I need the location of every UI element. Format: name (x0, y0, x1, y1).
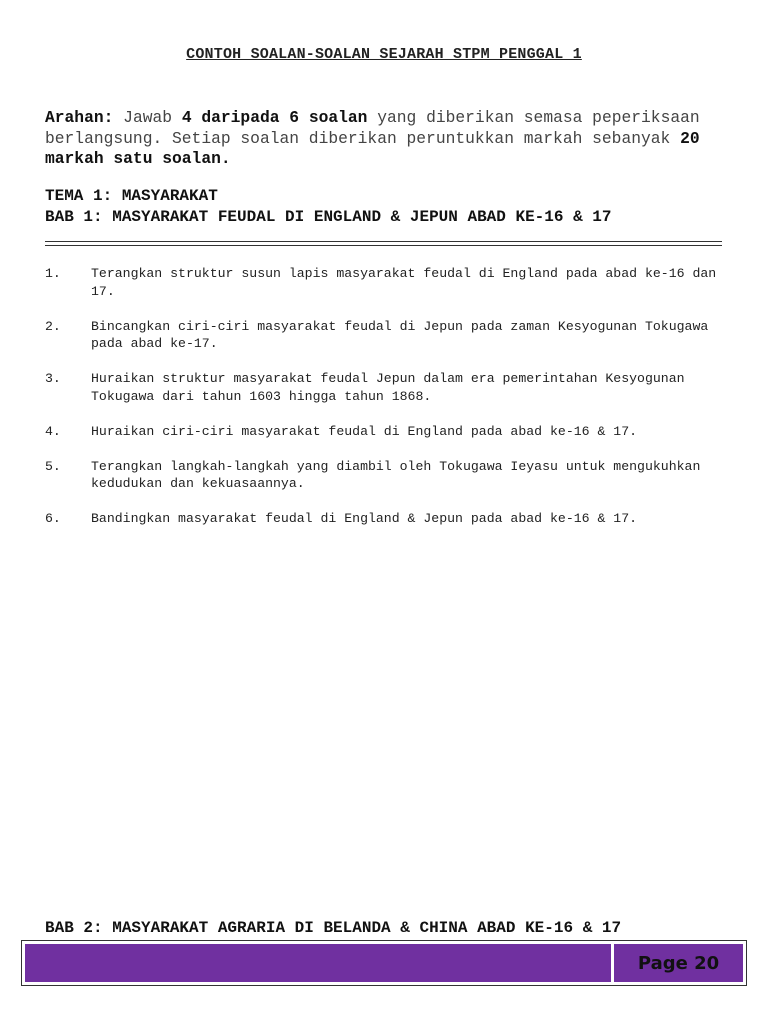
question-item (45, 423, 725, 441)
question-number: 3. (45, 371, 61, 386)
page-number-label: Page 20 (637, 952, 720, 974)
instructions-text-3: . (220, 149, 231, 168)
footer-bar (25, 944, 611, 982)
double-divider (45, 241, 722, 246)
theme-heading: TEMA 1: MASYARAKAT (45, 187, 218, 205)
question-text: Bandingkan masyarakat feudal di England & Jepun pada abad ke-16 & 17. (91, 511, 638, 526)
instructions-bold-1: 4 daripada 6 soalan (181, 108, 368, 127)
question-number: 6. (45, 511, 61, 526)
chapter-1-heading: BAB 1: MASYARAKAT FEUDAL DI ENGLAND & JEPUN ABAD KE-16 & 17 (45, 208, 612, 226)
question-item (45, 510, 725, 528)
question-text: Bincangkan ciri-ciri masyarakat feudal di Jepun pada zaman Kesyogunan Tokugawa pada abad ke-17. (91, 318, 709, 351)
question-text: Huraikan ciri-ciri masyarakat feudal di England pada abad ke-16 & 17. (91, 423, 638, 439)
section-headings (45, 186, 612, 228)
question-item (45, 458, 725, 493)
question-text: Huraikan struktur masyarakat feudal Jepun dalam era pemerintahan Kesyogunan Tokugawa dari tahun 1603 hingga tahun 1868. (91, 371, 685, 404)
instructions-text-2: yang diberikan semasa peperiksaan berlangsung. Setiap soalan diberikan peruntukkan markah sebanyak (45, 108, 700, 148)
instructions-text-1: Jawab (113, 108, 182, 127)
question-item (45, 370, 725, 405)
question-number: 2. (45, 318, 61, 334)
question-number: 5. (45, 458, 61, 474)
instructions-bold-2: 20 markah satu soalan (45, 128, 700, 168)
question-number: 1. (45, 266, 61, 281)
chapter-2-heading: BAB 2: MASYARAKAT AGRARIA DI BELANDA & CHINA ABAD KE-16 & 17 (45, 919, 622, 937)
question-text: Terangkan struktur susun lapis masyarakat feudal di England pada abad ke-16 dan 17. (91, 266, 717, 299)
question-item (45, 265, 725, 300)
instructions-paragraph (45, 108, 735, 170)
question-number: 4. (45, 423, 61, 439)
question-item (45, 318, 725, 353)
document-title: CONTOH SOALAN-SOALAN SEJARAH STPM PENGGAL 1 (186, 46, 582, 63)
page-footer (21, 940, 747, 986)
page-number (614, 944, 743, 982)
question-text: Terangkan langkah-langkah yang diambil oleh Tokugawa Ieyasu untuk mengukuhkan kedudukan dan kekuasaannya. (91, 458, 701, 491)
question-list (45, 265, 725, 545)
instructions-label: Arahan: (45, 108, 114, 127)
